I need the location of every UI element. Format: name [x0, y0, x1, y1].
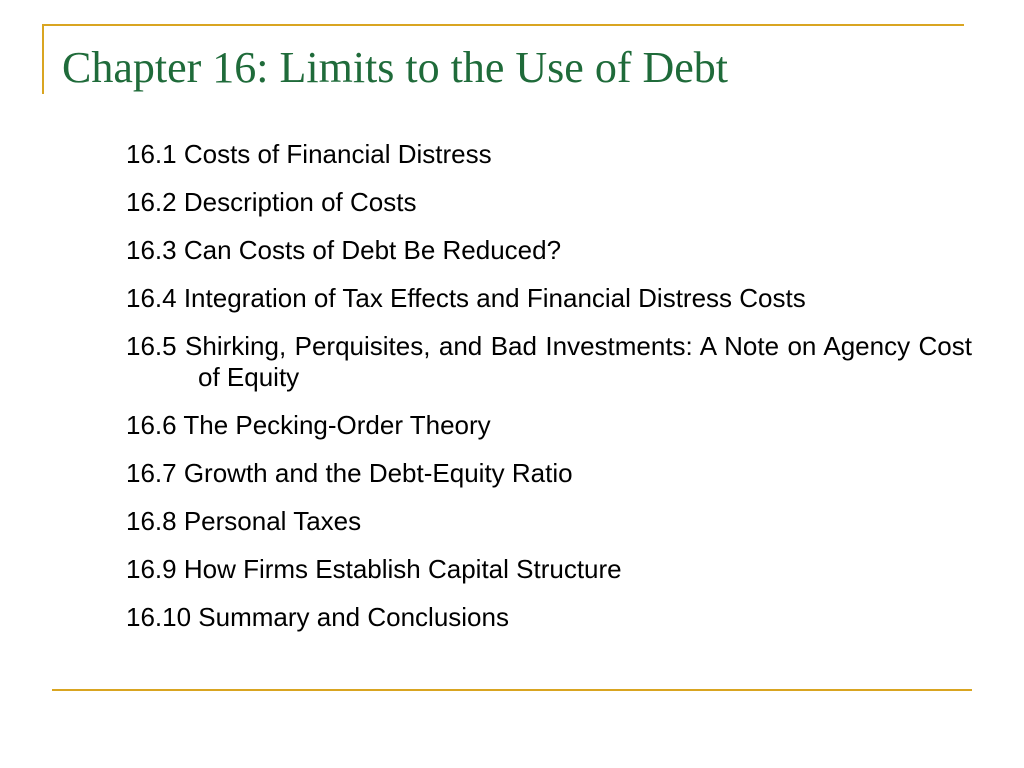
slide-title: Chapter 16: Limits to the Use of Debt	[62, 43, 728, 92]
chapter-contents-list	[126, 139, 972, 650]
left-accent-line	[42, 24, 44, 94]
list-item: 16.2 Description of Costs	[126, 187, 417, 217]
top-accent-line	[42, 24, 964, 26]
bottom-accent-line	[52, 689, 972, 691]
list-item: 16.6 The Pecking-Order Theory	[126, 410, 491, 440]
list-item: 16.7 Growth and the Debt-Equity Ratio	[126, 458, 573, 488]
list-item: 16.9 How Firms Establish Capital Structure	[126, 554, 622, 584]
list-item: 16.3 Can Costs of Debt Be Reduced?	[126, 235, 562, 265]
list-item: 16.5 Shirking, Perquisites, and Bad Investments: A Note on Agency Cost of Equity	[126, 331, 972, 392]
list-item: 16.1 Costs of Financial Distress	[126, 139, 492, 169]
list-item: 16.8 Personal Taxes	[126, 506, 362, 536]
list-item: 16.10 Summary and Conclusions	[126, 602, 509, 632]
list-item: 16.4 Integration of Tax Effects and Financial Distress Costs	[126, 283, 806, 313]
